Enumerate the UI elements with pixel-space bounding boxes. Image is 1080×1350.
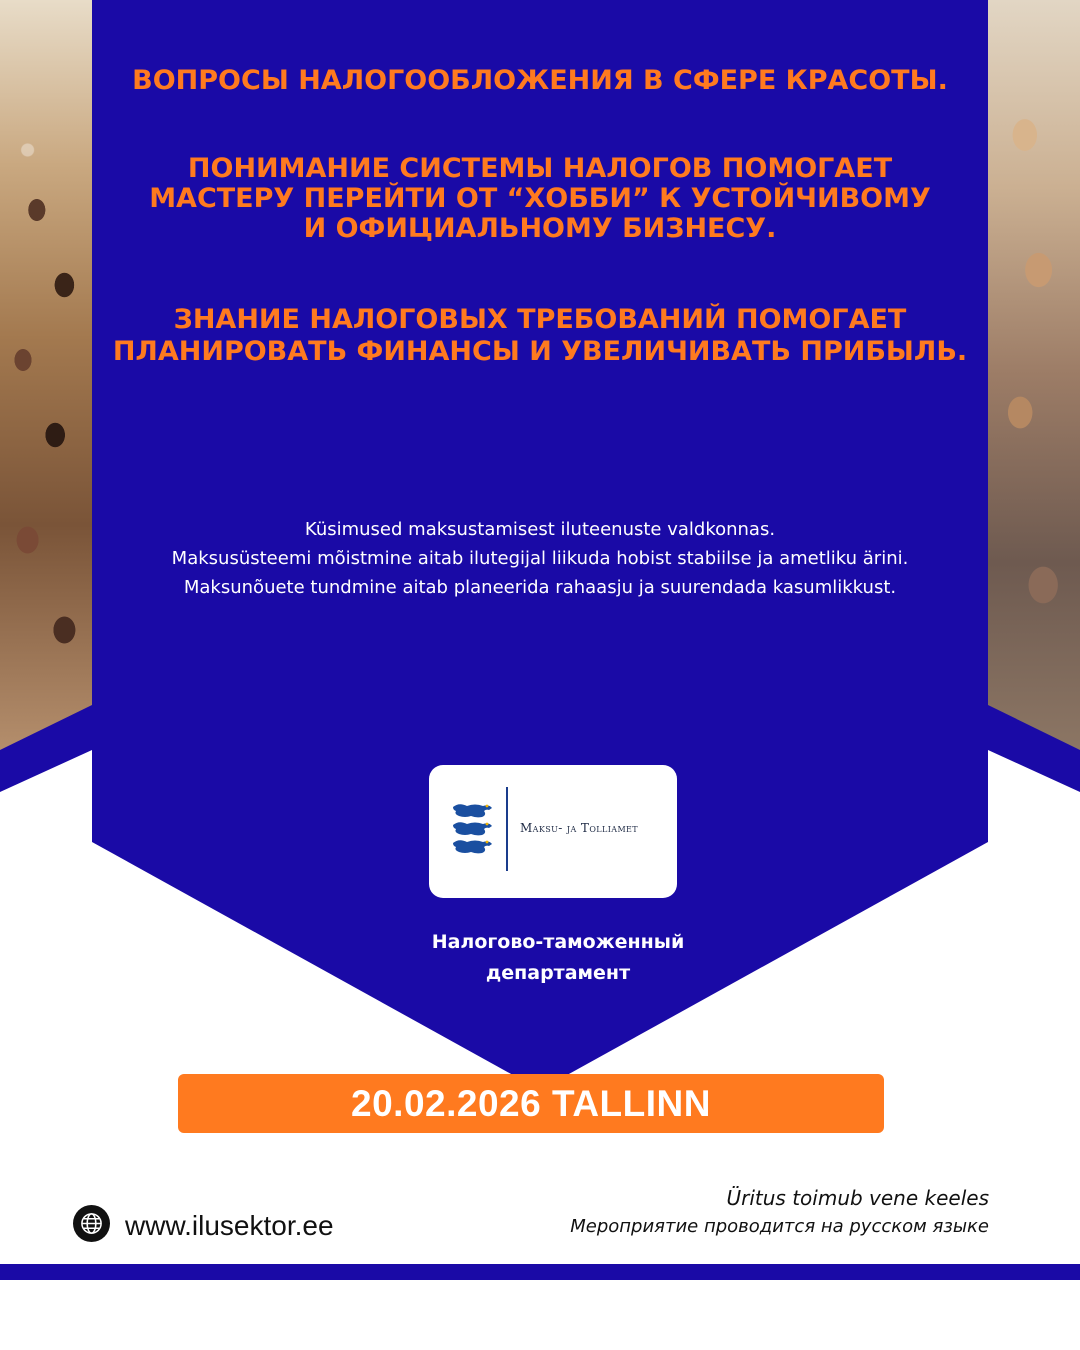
headline-line: ПЛАНИРОВАТЬ ФИНАНСЫ И УВЕЛИЧИВАТЬ ПРИБЫЛЬ. — [112, 336, 968, 367]
department-line: департамент — [485, 962, 631, 984]
right-blue-wing — [988, 705, 1080, 792]
description-line: Küsimused maksustamisest iluteenuste valdkonnas. — [304, 519, 776, 540]
logo-text: Maksu- ja Tolliamet — [520, 821, 639, 835]
left-blue-wing — [0, 705, 92, 792]
estonian-description — [92, 515, 988, 602]
language-note — [570, 1184, 989, 1242]
headline-line: МАСТЕРУ ПЕРЕЙТИ ОТ “ХОББИ” К УСТОЙЧИВОМУ — [149, 183, 931, 214]
headline-understanding — [92, 154, 988, 244]
language-note-estonian: Üritus toimub vene keeles — [726, 1186, 989, 1210]
three-lions-emblem-icon — [449, 801, 495, 857]
website-link[interactable]: www.ilusektor.ee — [125, 1210, 334, 1241]
description-line: Maksunõuete tundmine aitab planeerida rahaasju ja suurendada kasumlikkust. — [183, 577, 897, 598]
headline-line: ПОНИМАНИЕ СИСТЕМЫ НАЛОГОВ ПОМОГАЕТ — [187, 153, 893, 184]
headline-line: И ОФИЦИАЛЬНОМУ БИЗНЕСУ. — [303, 213, 777, 244]
language-note-russian: Мероприятие проводится на русском языке — [570, 1216, 989, 1237]
headline-line: ЗНАНИЕ НАЛОГОВЫХ ТРЕБОВАНИЙ ПОМОГАЕТ — [173, 304, 907, 335]
event-date-location: 20.02.2026 TALLINN — [351, 1083, 711, 1124]
headline-topic: ВОПРОСЫ НАЛОГООБЛОЖЕНИЯ В СФЕРЕ КРАСОТЫ. — [132, 65, 948, 96]
department-name — [350, 927, 766, 989]
globe-icon — [73, 1205, 110, 1242]
logo-divider — [506, 787, 508, 871]
headline-knowledge — [92, 304, 988, 368]
department-line: Налогово-таможенный — [431, 931, 685, 953]
bottom-stripe — [0, 1264, 1080, 1280]
tax-board-logo-card — [429, 765, 677, 898]
description-line: Maksusüsteemi mõistmine aitab ilutegijal liikuda hobist stabiilse ja ametliku ärini. — [171, 548, 909, 569]
event-date-banner — [178, 1074, 884, 1133]
